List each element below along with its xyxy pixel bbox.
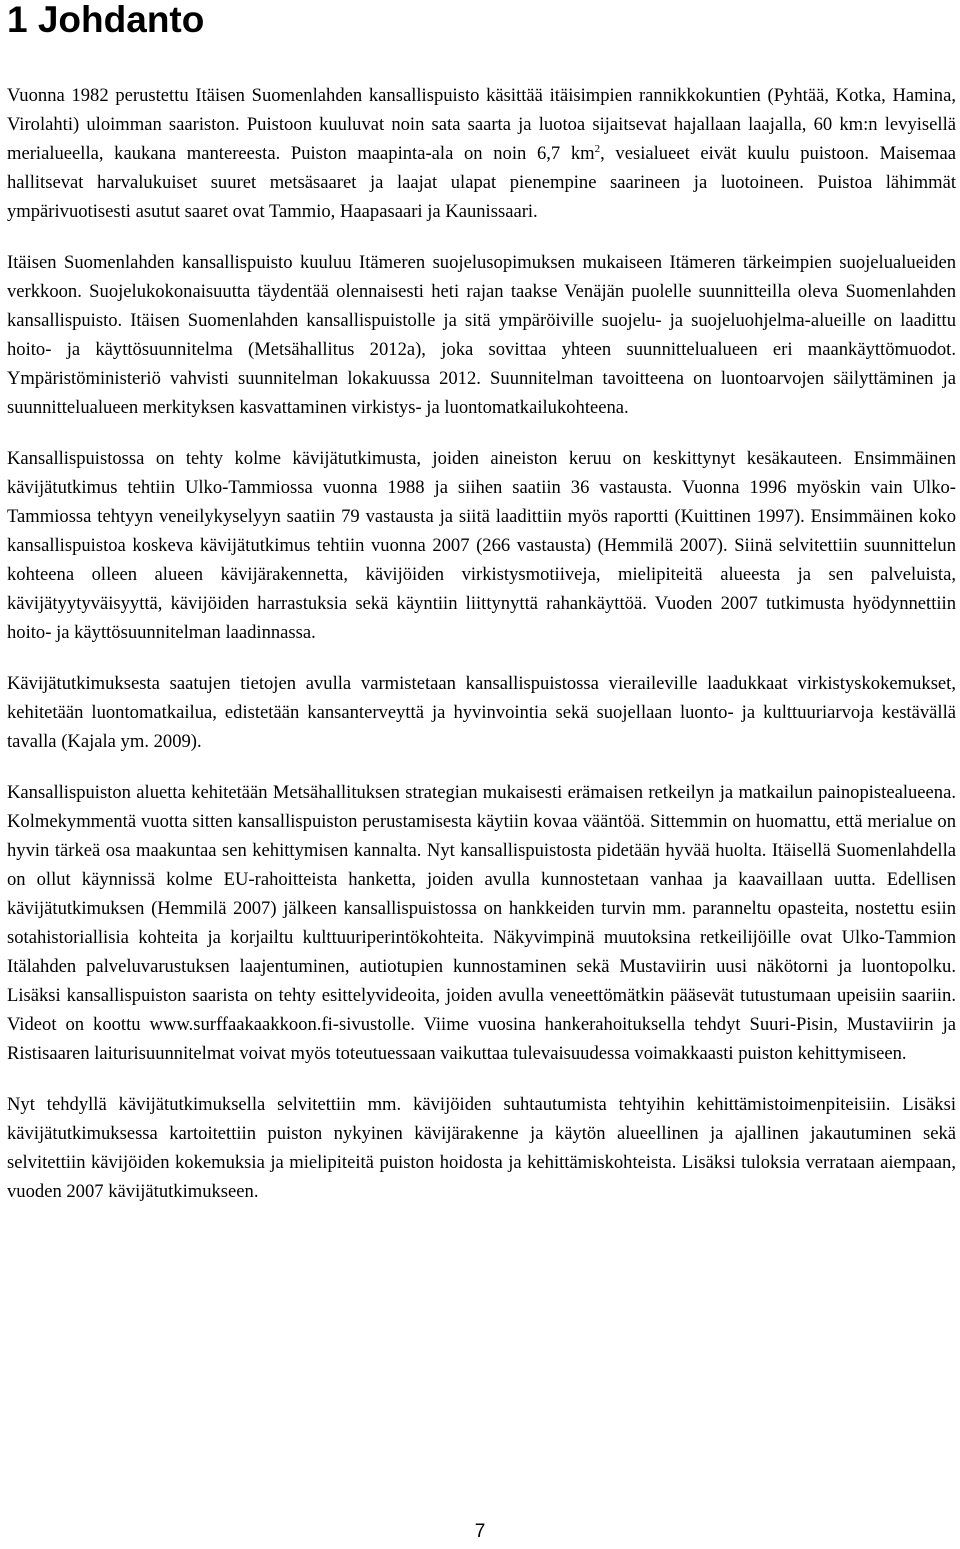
paragraph-2: Itäisen Suomenlahden kansallispuisto kuuluu Itämeren suojelusopimuksen mukaiseen Itämeren tärkeimpien suojelualueiden verkkoon. Suojelukokonaisuutta täydentää olennaisesti heti rajan taakse Venäjän puolelle suunnitteilla oleva Suomenlahden kansallispuisto. Itäisen Suomenlahden kansallispuistolle ja sitä ympäröiville suojelu- ja suojeluohjelma-alueille on laadittu hoito- ja käyttösuunnitelma (Metsähallitus 2012a), joka sovittaa yhteen suunnittelualueen eri maankäyttömuodot. Ympäristöministeriö vahvisti suunnitelman lokakuussa 2012. Suunnitelman tavoitteena on luontoarvojen säilyttäminen ja suunnittelualueen merkityksen kasvattaminen virkistys- ja luontomatkailukohteena. bbox=[7, 252, 956, 418]
paragraph-1-part-a: Vuonna 1982 perustettu Itäisen Suomenlahden kansallispuisto käsittää itäisimpien rannikkokuntien (Pyhtää, Kotka, Hamina, Virolahti) uloimman saariston. Puistoon kuuluvat noin sata saarta ja luotoa sijaitsevat hajallaan laajalla, 60 km:n levyisellä merialueella, kaukana mantereesta. Puiston maapinta-ala on noin 6,7 km bbox=[7, 85, 956, 164]
paragraph-1-part-b: , vesialueet eivät kuulu puistoon. Maisemaa hallitsevat harvalukuiset suuret metsäsaaret ja laajat ulapat pienempine saarineen ja luotoineen. Puistoa lähimmät ympärivuotisesti asutut saaret ovat Tammio, Haapasaari ja Kaunissaari. bbox=[7, 143, 956, 222]
paragraph-3: Kansallispuistossa on tehty kolme kävijätutkimusta, joiden aineiston keruu on keskittynyt kesäkauteen. Ensimmäinen kävijätutkimus tehtiin Ulko-Tammiossa vuonna 1988 ja siihen saatiin 36 vastausta. Vuonna 1996 myöskin vain Ulko-Tammiossa tehtyyn veneilykyselyyn saatiin 79 vastausta ja siitä laadittiin myös raportti (Kuittinen 1997). Ensimmäinen koko kansallispuistoa koskeva kävijätutkimus tehtiin vuonna 2007 (266 vastausta) (Hemmilä 2007). Siinä selvitettiin suunnittelun kohteena olleen alueen kävijärakennetta, kävijöiden virkistysmotiiveja, mielipiteitä alueesta ja sen palveluista, kävijätyytyväisyyttä, kävijöiden harrastuksia sekä käyntiin liittynyttä rahankäyttöä. Vuoden 2007 tutkimusta hyödynnettiin hoito- ja käyttösuunnitelman laadinnassa. bbox=[7, 448, 956, 643]
page-number: 7 bbox=[474, 1521, 486, 1542]
superscript-2: 2 bbox=[594, 142, 601, 155]
body-text bbox=[7, 81, 956, 1228]
paragraph-6: Nyt tehdyllä kävijätutkimuksella selvitettiin mm. kävijöiden suhtautumista tehtyihin kehittämistoimenpiteisiin. Lisäksi kävijätutkimuksessa kartoitettiin puiston nykyinen kävijärakenne ja käytön alueellinen ja ajallinen jakautuminen sekä selvitettiin kävijöiden kokemuksia ja mielipiteitä puiston hoidosta ja kehittämiskohteista. Lisäksi tuloksia verrataan aiempaan, vuoden 2007 kävijätutkimukseen. bbox=[7, 1094, 956, 1202]
chapter-heading: 1 Johdanto bbox=[7, 0, 205, 40]
paragraph-1 bbox=[7, 81, 956, 226]
paragraph-4: Kävijätutkimuksesta saatujen tietojen avulla varmistetaan kansallispuistossa vieraileville laadukkaat virkistyskokemukset, kehitetään luontomatkailua, edistetään kansanterveyttä ja hyvinvointia sekä suojellaan luonto- ja kulttuuriarvoja kestävällä tavalla (Kajala ym. 2009). bbox=[7, 673, 956, 752]
paragraph-5: Kansallispuiston aluetta kehitetään Metsähallituksen strategian mukaisesti erämaisen retkeilyn ja matkailun painopistealueena. Kolmekymmentä vuotta sitten kansallispuiston perustamisesta käytiin kovaa vääntöä. Sittemmin on huomattu, että merialue on hyvin tärkeä osa maakuntaa sen kehittymisen kannalta. Nyt kansallispuistosta pidetään hyvää huolta. Itäisellä Suomenlahdella on ollut käynnissä kolme EU-rahoitteista hanketta, joiden avulla kunnostetaan vanhaa ja kaavaillaan uutta. Edellisen kävijätutkimuksen (Hemmilä 2007) jälkeen kansallispuistossa on hankkeiden turvin mm. paranneltu opasteita, nostettu esiin sotahistoriallisia kohteita ja korjailtu kulttuuriperintökohteita. Näkyvimpinä muutoksina retkeilijöille ovat Ulko-Tammion Itälahden palveluvarustuksen laajentuminen, autiotupien kunnostaminen sekä Mustaviirin uusi näkötorni ja luontopolku. Lisäksi kansallispuiston saarista on tehty esittelyvideoita, joiden avulla veneettömätkin pääsevät tutustumaan upeisiin saariin. Videot on koottu www.surffaakaakkoon.fi-sivustolle. Viime vuosina hankerahoituksella tehdyt Suuri-Pisin, Mustaviirin ja Ristisaaren laiturisuunnitelmat voivat myös toteutuessaan vaikuttaa tulevaisuudessa voimakkaasti puiston kehittymiseen. bbox=[7, 782, 956, 1064]
